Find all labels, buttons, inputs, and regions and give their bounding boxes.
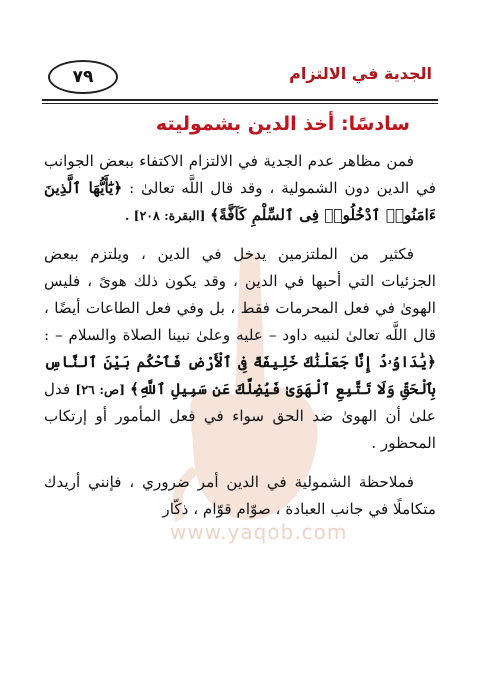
page-number: ٧٩ <box>48 60 118 94</box>
verse-citation: [ص: ٢٦] <box>75 382 126 397</box>
paragraph-3 <box>44 469 436 523</box>
watermark-text: www.yaqob.com <box>170 520 348 544</box>
header-rule <box>42 99 438 104</box>
paragraph-1 <box>44 148 436 229</box>
quran-verse: ﴿يَٰٓأَيُّهَا ٱلَّذِينَ ءَامَنُوا۟ ٱدْخُلُوا۟ فِى ٱلسِّلْمِ كَآفَّةً﴾ <box>44 179 436 224</box>
running-title: الجدية في الالتزام <box>289 64 432 83</box>
paragraph-text: فمن مظاهر عدم الجدية في الالتزام الاكتفاء ببعض الجوانب في الدين دون الشمولية ، وقد قال اللَّه تعالىٰ : <box>44 152 437 197</box>
body-text <box>44 148 436 535</box>
paragraph-text: فكثير من الملتزمين يدخل في الدين ، ويلتزم ببعض الجزئيات التي أحبها في الدين ، وقد يكون ذلك هوىً ، فليس الهوىٰ في فعل المحرمات فقط ، بل وفي فعل الطاعات أيضًا ، قال اللَّه تعالىٰ لنبيه داود – عليه وعلىٰ نبينا الصلاة والسلام – : <box>44 245 436 344</box>
verse-citation: [البقرة: ٢٠٨] . <box>124 208 206 223</box>
quran-verse: ﴿يَٰدَاوُۥدُ إِنَّا جَعَلْنَٰكَ خَلِيفَةً فِى ٱلْأَرْضِ فَٱحْكُم بَيْنَ ٱلنَّاسِ بِٱلْحَقِّ وَلَا تَتَّبِعِ ٱلْهَوَىٰ فَيُضِلَّكَ عَن سَبِيلِ ٱللَّهِ﴾ <box>44 353 437 398</box>
page-header <box>40 58 440 98</box>
section-heading: سادسًا: أخذ الدين بشموليته <box>155 113 410 135</box>
paragraph-tail: فدل علىٰ أن الهوىٰ ضد الحق سواء في فعل المأمور أو إرتكاب المحظور . <box>44 380 436 452</box>
paragraph-text: فملاحظة الشمولية في الدين أمر ضروري ، فإنني أريدك متكاملًا في جانب العبادة ، صوّام قوّام ، ذكّار <box>44 473 436 518</box>
paragraph-2 <box>44 241 436 457</box>
